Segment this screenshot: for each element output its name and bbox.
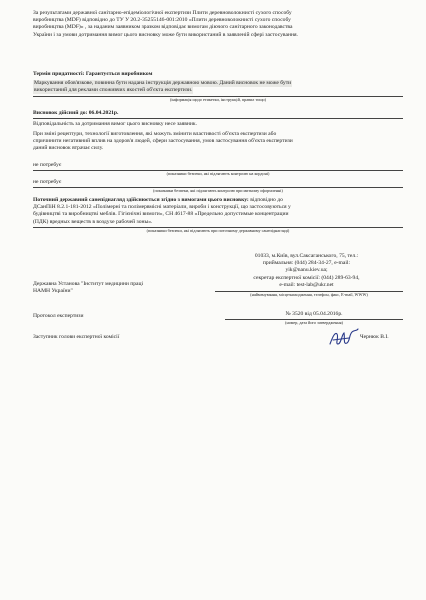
protocol-label: Протокол експертизи	[33, 313, 84, 319]
intro-line: України і за умови дотримання вимог цього висновку може бути використаний в заявленій сфері застосування.	[33, 31, 298, 38]
supervision-line: (ПДК) вредных веществ в воздухе рабочей зоны».	[33, 218, 153, 225]
institution-email-2: e-mail: test-lab@ukr.net	[279, 281, 334, 288]
institution-name	[33, 281, 213, 295]
supervision-paragraph	[33, 197, 403, 226]
supervision-caption: (показники безпеки, які підлягають при поточному державному санепіднагляді)	[146, 228, 290, 233]
shelf-life-caption: (інформація щодо етикетки, інструкцій, правил тощо)	[169, 97, 267, 102]
intro-line: виробництва (MDF)» , за наданим заявником зразком відповідає вимогам діючого санітарного законодавства	[33, 24, 293, 31]
institution-contacts	[210, 253, 403, 289]
border-control-value: не потребує	[33, 162, 62, 168]
supervision-line: ДСанПіН 8.2.1-181-2012 «Полімерні та полімервмісні матеріали, вироби і конструкції, що застосовуються у	[33, 204, 291, 211]
recipe-line: При зміні рецептури, технології виготовлення, які можуть змінити властивості об'єкта експертизи або	[33, 131, 277, 137]
recipe-line: спричинити негативний вплив на здоров'я людей, сфери застосування, умов застосування об'єкта експертизи	[33, 138, 293, 145]
institution-address: 01033, м.Київ, вул.Саксаганського, 75, тел.:	[254, 253, 359, 259]
institution-name-line: Державна Установа "Інститут медицини праці	[33, 281, 144, 287]
protocol-caption: (номер, дата його затвердження)	[285, 320, 343, 325]
intro-line: За результатами державної санітарно-епідеміологічної експертизи Плити деревноволокнисті сухого способу	[33, 10, 292, 16]
supervision-line: будівництві та виробництві меблів. Гігієнічні вимоги», СН 4617-88 «Предельно допустимые концентрации	[33, 211, 289, 218]
recipe-change-paragraph	[33, 131, 403, 153]
validity-text: Висновок дійсний до: 06.04.2021р.	[33, 110, 119, 116]
institution-name-line: НАМН України"	[33, 288, 73, 295]
protocol-value: № 3520 від 05.04.2016р.	[285, 311, 343, 317]
shelf-life-line: використаний для реклами споживчих якостей об'єкта експертизи.	[34, 87, 193, 94]
intro-line: виробництва (MDF) відповідно до ТУ У 20.2-35255146-001:2010 «Плити деревноволокнисті сухого способу	[33, 17, 291, 24]
handwritten-signature	[327, 326, 361, 350]
divider	[33, 118, 403, 119]
intro-paragraph	[33, 10, 403, 39]
supervision-title-rest: відповідно до	[248, 197, 283, 203]
institution-reception: приймальня: (044) 284-34-27, e-mail:	[262, 260, 351, 267]
customs-control-caption: (показники безпеки, які підлягають контролю при митному оформленні)	[153, 188, 283, 193]
responsibility-text: Відповідальність за дотримання вимог цього висновку несе заявник.	[33, 121, 197, 127]
signature-name: Чернюк В.І.	[360, 334, 389, 340]
shelf-life-line: Маркування обов'язкове, повинна бути надана інструкція державною мовою. Даний висновок не може бути	[34, 80, 292, 86]
border-control-caption: (показники безпеки, які підлягають контролю на кордоні)	[166, 171, 270, 176]
recipe-line: даний висновок втрачає силу.	[33, 145, 104, 152]
institution-email-1: yik@nanu.kiev.ua;	[285, 267, 328, 274]
shelf-life-title: Термін придатності: Гарантується виробником	[33, 71, 153, 77]
institution-secretary: секретар експертної комісії: (044) 289-63-94,	[253, 274, 360, 281]
institution-caption: (найменування, місцезнаходження, телефон, факс, E-mail, WWW)	[250, 292, 368, 297]
signature-label: Заступник голови експертної комісії	[33, 334, 120, 340]
customs-control-value: не потребує	[33, 179, 62, 185]
supervision-title: Поточний державний санепіднагляд здійснюється згідно з вимогами цього висновку:	[33, 197, 249, 203]
shelf-life-text	[33, 80, 403, 94]
